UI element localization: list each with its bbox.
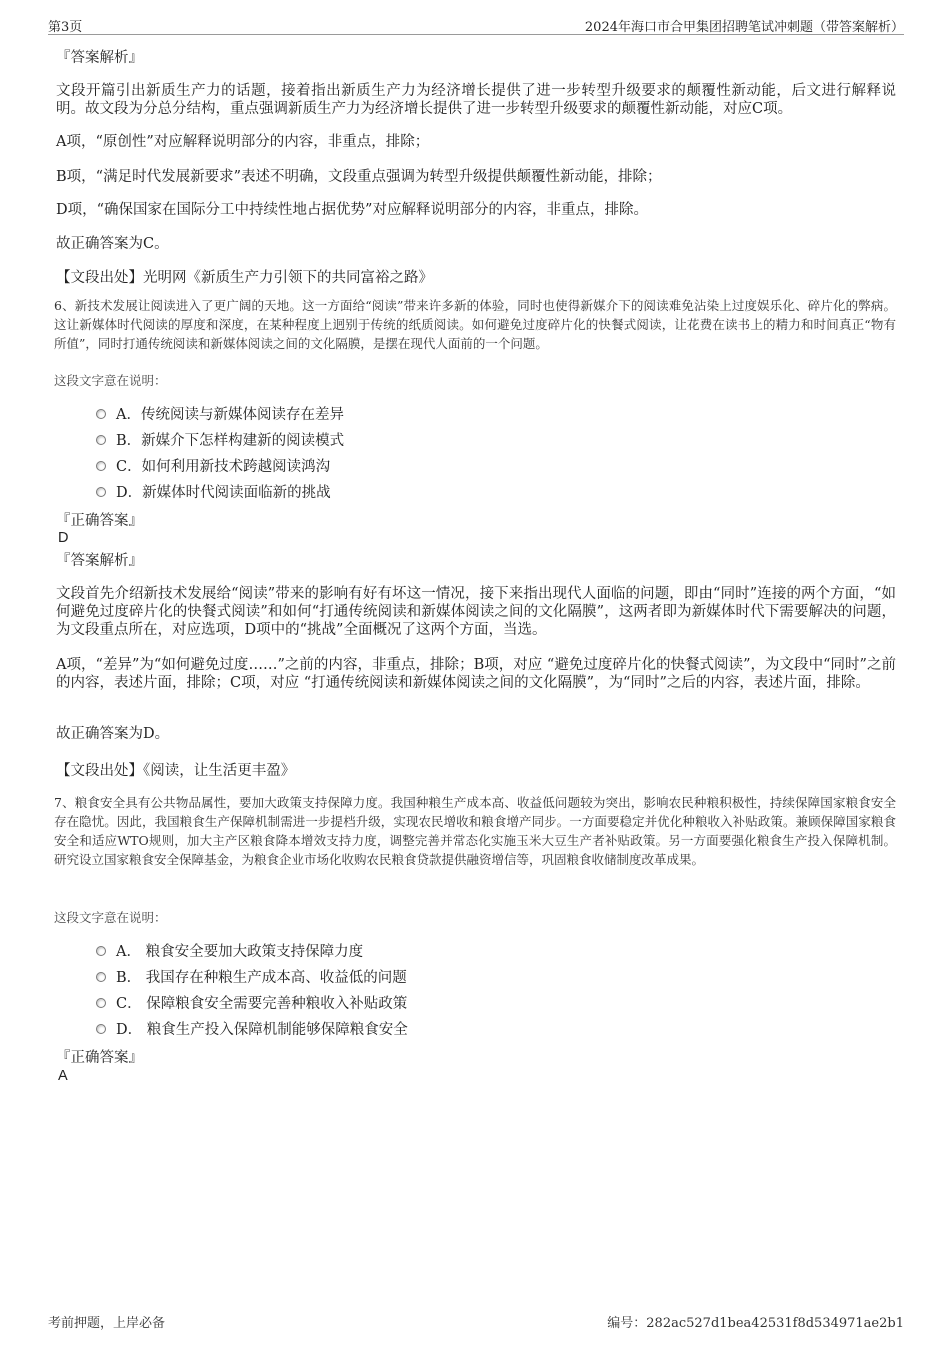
q7-option-a-label: A． 粮食安全要加大政策支持保障力度 — [116, 944, 364, 960]
q7-option-b[interactable] — [96, 967, 407, 989]
q6-option-b[interactable] — [96, 430, 344, 452]
radio-icon[interactable] — [96, 487, 106, 497]
radio-icon[interactable] — [96, 946, 106, 956]
q5-conclusion: 故正确答案为C。 — [56, 236, 169, 252]
q7-option-b-label: B． 我国存在种粮生产成本高、收益低的问题 — [116, 970, 407, 986]
q6-option-d[interactable] — [96, 482, 331, 504]
q7-question-text: 7、粮食安全具有公共物品属性，要加大政策支持保障力度。我国种粮生产成本高、收益低问题较为突出，影响农民种粮积极性，持续保障国家粮食安全存在隐忧。因此，我国粮食生产保障机制需进一步提档升级，实现农民增收和粮食增产同步。一方面要稳定并优化种粮收入补贴政策。兼顾保障国家粮食安全和适应WTO规则，加大主产区粮食降本增效支持力度，调整完善并常态化实施玉米大豆生产者补贴政策。另一方面要强化粮食生产投入保障机制。研究设立国家粮食安全保障基金，为粮食企业市场化收购农民粮食贷款提供融资增信等，巩固粮食收储制度改革成果。 — [54, 795, 896, 867]
document-code: 编号：282ac527d1bea42531f8d534971ae2b1 — [607, 1316, 904, 1331]
q6-option-a[interactable] — [96, 404, 344, 426]
radio-icon[interactable] — [96, 1024, 106, 1034]
q6-analysis-tag: 『答案解析』 — [56, 553, 143, 569]
q6-option-b-label: B．新媒介下怎样构建新的阅读模式 — [116, 433, 345, 449]
page-header — [48, 14, 904, 35]
q5-source: 【文段出处】光明网《新质生产力引领下的共同富裕之路》 — [56, 270, 433, 286]
q7-option-c-label: C． 保障粮食安全需要完善种粮收入补贴政策 — [116, 996, 408, 1012]
q6-question-text: 6、新技术发展让阅读进入了更广阔的天地。这一方面给“阅读”带来许多新的体验，同时也使得新媒介下的阅读难免沾染上过度娱乐化、碎片化的弊病。这让新媒体时代阅读的厚度和深度，在某种程度上迥别于传统的纸质阅读。如何避免过度碎片化的快餐式阅读，让花费在读书上的精力和时间真正“物有所值”，同时打通传统阅读和新媒体阅读之间的文化隔膜，是摆在现代人面前的一个问题。 — [54, 298, 896, 351]
radio-icon[interactable] — [96, 409, 106, 419]
q7-answer-tag: 『正确答案』 — [56, 1050, 143, 1066]
document-title: 2024年海口市合甲集团招聘笔试冲刺题（带答案解析） — [584, 20, 904, 35]
q6-analysis-paragraph-1: 文段首先介绍新技术发展给“阅读”带来的影响有好有坏这一情况，接下来指出现代人面临的问题，即由“同时”连接的两个方面，“如何避免过度碎片化的快餐式阅读”和如何“打通传统阅读和新媒体阅读之间的文化隔膜”，这两者即为新媒体时代下需要解决的问题，为文段重点所在，对应选项，D项中的“挑战”全面概况了这两个方面，当选。 — [56, 586, 896, 638]
q5-analysis-tag: 『答案解析』 — [56, 50, 143, 66]
q5-analysis-option-b: B项，“满足时代发展新要求”表述不明确，文段重点强调为转型升级提供颠覆性新动能，排除； — [56, 169, 662, 185]
q5-analysis-option-a: A项，“原创性”对应解释说明部分的内容，非重点，排除； — [56, 134, 430, 150]
q7-answer: A — [58, 1068, 68, 1084]
q5-analysis-paragraph: 文段开篇引出新质生产力的话题，接着指出新质生产力为经济增长提供了进一步转型升级要求的颠覆性新动能，后文进行解释说明。故文段为分总分结构，重点强调新质生产力为经济增长提供了进一步转型升级要求的颠覆性新动能，对应C项。 — [56, 83, 896, 117]
radio-icon[interactable] — [96, 972, 106, 982]
q6-option-d-label: D．新媒体时代阅读面临新的挑战 — [116, 485, 331, 501]
footer-slogan: 考前押题，上岸必备 — [48, 1316, 166, 1331]
q7-option-c[interactable] — [96, 993, 407, 1015]
q5-analysis-option-d: D项，“确保国家在国际分工中持续性地占据优势”对应解释说明部分的内容，非重点，排除。 — [56, 202, 648, 218]
q6-option-a-label: A．传统阅读与新媒体阅读存在差异 — [116, 407, 344, 423]
q7-option-d[interactable] — [96, 1019, 408, 1041]
q6-analysis-paragraph-2: A项，“差异”为“如何避免过度……”之前的内容，非重点，排除；B项，对应 “避免过度碎片化的快餐式阅读”，为文段中“同时”之前的内容，表述片面，排除；C项，对应 “打通传统阅读和新媒体阅读之间的文化隔膜”，为“同时”之后的内容，表述片面，排除。 — [56, 657, 896, 691]
page-number: 第3页 — [48, 20, 83, 35]
radio-icon[interactable] — [96, 461, 106, 471]
radio-icon[interactable] — [96, 998, 106, 1008]
q7-prompt: 这段文字意在说明： — [54, 910, 167, 925]
radio-icon[interactable] — [96, 435, 106, 445]
q6-option-c[interactable] — [96, 456, 330, 478]
q7-option-a[interactable] — [96, 941, 363, 963]
q6-prompt: 这段文字意在说明： — [54, 373, 167, 388]
q6-answer: D — [58, 530, 69, 546]
q6-answer-tag: 『正确答案』 — [56, 513, 143, 529]
q6-conclusion: 故正确答案为D。 — [56, 726, 170, 742]
q6-source: 【文段出处】《阅读，让生活更丰盈》 — [56, 763, 296, 779]
q6-option-c-label: C．如何利用新技术跨越阅读鸿沟 — [116, 459, 331, 475]
q7-option-d-label: D． 粮食生产投入保障机制能够保障粮食安全 — [116, 1022, 408, 1038]
